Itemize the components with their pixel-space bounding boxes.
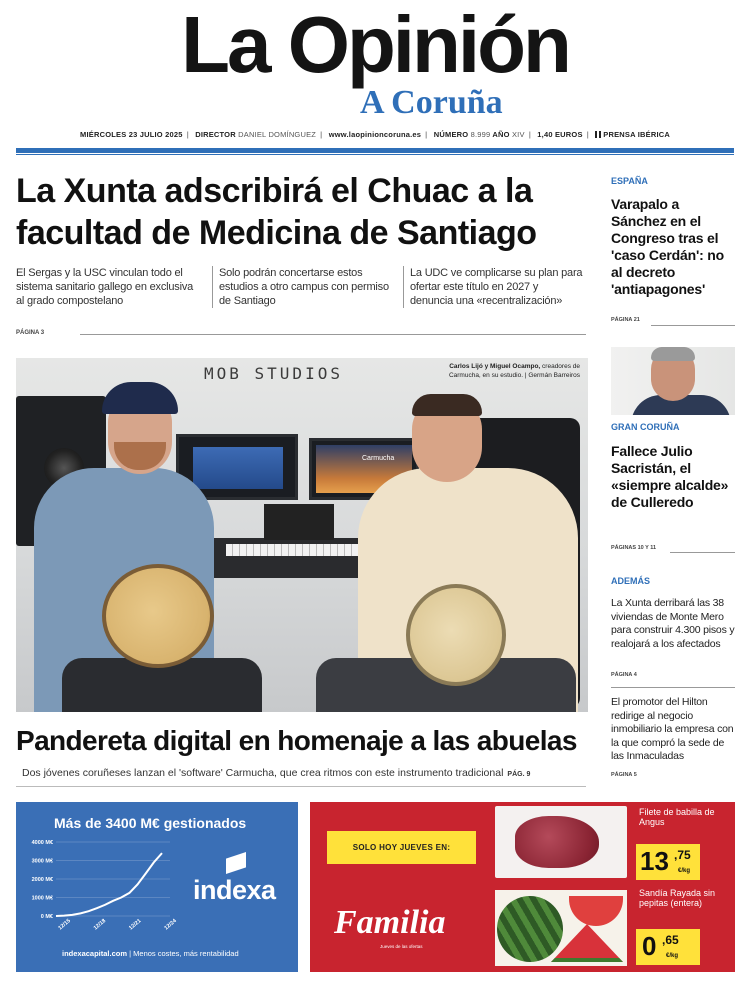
keyboard [226,544,376,556]
price-meat-int: 13 [640,846,669,876]
price-watermelon-dec: ,65 [662,933,679,947]
bottom-page-ref: PÁG. 9 [507,771,531,778]
product-label-meat: Filete de babilla de Angus [639,807,715,827]
masthead-rule-thin [16,154,734,155]
price-watermelon-unit: €/kg [666,953,679,959]
dateline-number-value: 8.999 [470,130,491,139]
main-headline[interactable]: La Xunta adscribirá el Chuac a la facultad de Medicina de Santiago [16,172,537,252]
dateline-director-label: DIRECTOR [195,130,236,139]
photo-caption [440,362,580,380]
sidebar-photo[interactable] [611,347,735,415]
indexa-y-tick: 0 M€ [40,914,53,920]
main-deck-1: El Sergas y la USC vinculan todo el sistema sanitario gallego en exclusiva al grado compostelano [16,267,194,307]
ad-indexa-footer: indexacapital.com | Menos costes, más rentabilidad [62,949,239,958]
bottom-headline[interactable]: Pandereta digital en homenaje a las abuelas [16,725,577,756]
indexa-x-tick: 12/15 [57,918,72,932]
price-meat-dec: ,75 [674,848,691,862]
product-photo-meat [495,806,627,878]
indexa-x-tick: 12/18 [92,918,108,932]
screen-text: Carmucha [362,455,395,462]
dateline-number-label: NÚMERO [433,130,469,139]
ad-indexa-url[interactable]: indexacapital.com [62,949,128,958]
caption-text: creadores de Carmucha, en su estudio. [448,363,580,379]
masthead-rule [16,148,734,153]
main-deck-2: Solo podrán concertarse estos estudios a otro campus con permiso de Santiago [212,266,392,308]
audio-interface [264,504,334,540]
dateline-website[interactable]: www.laopinioncoruna.es [328,130,422,139]
dateline-group: PRENSA IBÉRICA [603,130,670,139]
sidebar-page-monte-mero: PÁGINA 4 [611,672,637,678]
main-photo[interactable] [16,358,588,712]
familia-tagline: Jueves de las ofertas [380,944,423,949]
studio-sign: MOB STUDIOS [204,364,343,383]
dateline-year-value: XIV [511,130,525,139]
dateline: MIÉRCOLES 23 JULIO 2025 | DIRECTOR DANIEL DOMÍNGUEZ | www.laopinioncoruna.es | NÚMERO 8.999 AÑO XIV | 1,40 EUROS | PRENSA IBÉRICA [80,130,670,139]
price-watermelon-int: 0 [642,931,657,961]
dateline-price: 1,40 EUROS [537,130,583,139]
sidebar-page-gran-coruna: PÁGINAS 10 Y 11 [611,545,657,551]
dateline-date: MIÉRCOLES 23 JULIO 2025 [80,130,183,139]
indexa-y-tick: 2000 M€ [31,877,53,883]
ad-indexa-chart [20,836,180,946]
sidebar-section-gran-coruna: GRAN CORUÑA [611,422,680,432]
main-page-ref: PÁGINA 3 [16,330,45,336]
indexa-y-tick: 3000 M€ [31,858,53,865]
sidebar-page-hilton: PÁGINA 5 [611,772,637,778]
bottom-rule [16,786,586,787]
sidebar-headline-espana[interactable]: Varapalo a Sánchez en el Congreso tras el 'caso Cerdán': no al decreto 'antiapagones' [611,196,724,297]
sidebar-text-hilton[interactable]: El promotor del Hilton redirige al negocio inmobiliario la empresa con la que compró la sede de las Inmaculadas [611,696,734,762]
person-right-hair [412,394,482,416]
familia-logo: Familia [334,904,446,941]
caption-names: Carlos Lijó y Miguel Ocampo, [449,363,541,370]
sidebar-headline-gran-coruna[interactable]: Fallece Julio Sacristán, el «siempre alcalde» de Culleredo [611,443,729,510]
prensa-iberica-icon [595,131,601,138]
ad-indexa-title: Más de 3400 M€ gestionados [54,815,247,831]
caption-credit: | Germán Barreiros [524,372,580,379]
indexa-y-tick: 4000 M€ [31,840,53,846]
sidebar-section-ademas: ADEMÁS [611,576,651,586]
sidebar-photo-person-hair [651,347,695,361]
indexa-series-line [56,853,162,916]
indexa-x-tick: 12/24 [163,918,178,932]
sidebar-page-espana: PÁGINA 21 [611,317,640,323]
main-page-rule [80,334,586,335]
ad-indexa-slogan: Menos costes, más rentabilidad [133,949,239,958]
sidebar-rule-3 [611,687,735,688]
sidebar-rule-1 [651,325,735,326]
price-box-meat [636,844,700,880]
main-deck-3: La UDC ve complicarse su plan para ofertar este título en 2027 y denuncia una «recentralización» [403,266,583,308]
sidebar-rule-2 [670,552,735,553]
tambourine-left [102,564,214,668]
price-box-watermelon [636,929,700,965]
indexa-y-tick: 1000 M€ [31,895,53,902]
bottom-deck [22,767,592,779]
price-meat-unit: €/kg [678,868,691,874]
masthead-subtitle: A Coruña [360,84,503,121]
sidebar-section-espana: ESPAÑA [611,176,648,186]
familia-banner: SOLO HOY JUEVES EN: [327,831,476,864]
dateline-director-name: DANIEL DOMÍNGUEZ [238,130,317,139]
product-photo-watermelon [495,890,627,966]
product-label-watermelon: Sandía Rayada sin pepitas (entera) [639,888,716,908]
bottom-deck-text: Dos jóvenes coruñeses lanzan el 'software' Carmucha, que crea ritmos con este instrumento tradicional [22,767,504,779]
masthead-title: La Opinión [181,0,569,89]
dateline-year-label: AÑO [492,130,510,139]
tambourine-right [406,584,506,686]
ad-indexa-brand: indexa [193,875,276,905]
sidebar-text-monte-mero[interactable]: La Xunta derribará las 38 viviendas de Monte Mero para construir 4.300 pisos y realojará a los afectados [611,597,735,650]
indexa-x-tick: 12/21 [128,918,143,932]
